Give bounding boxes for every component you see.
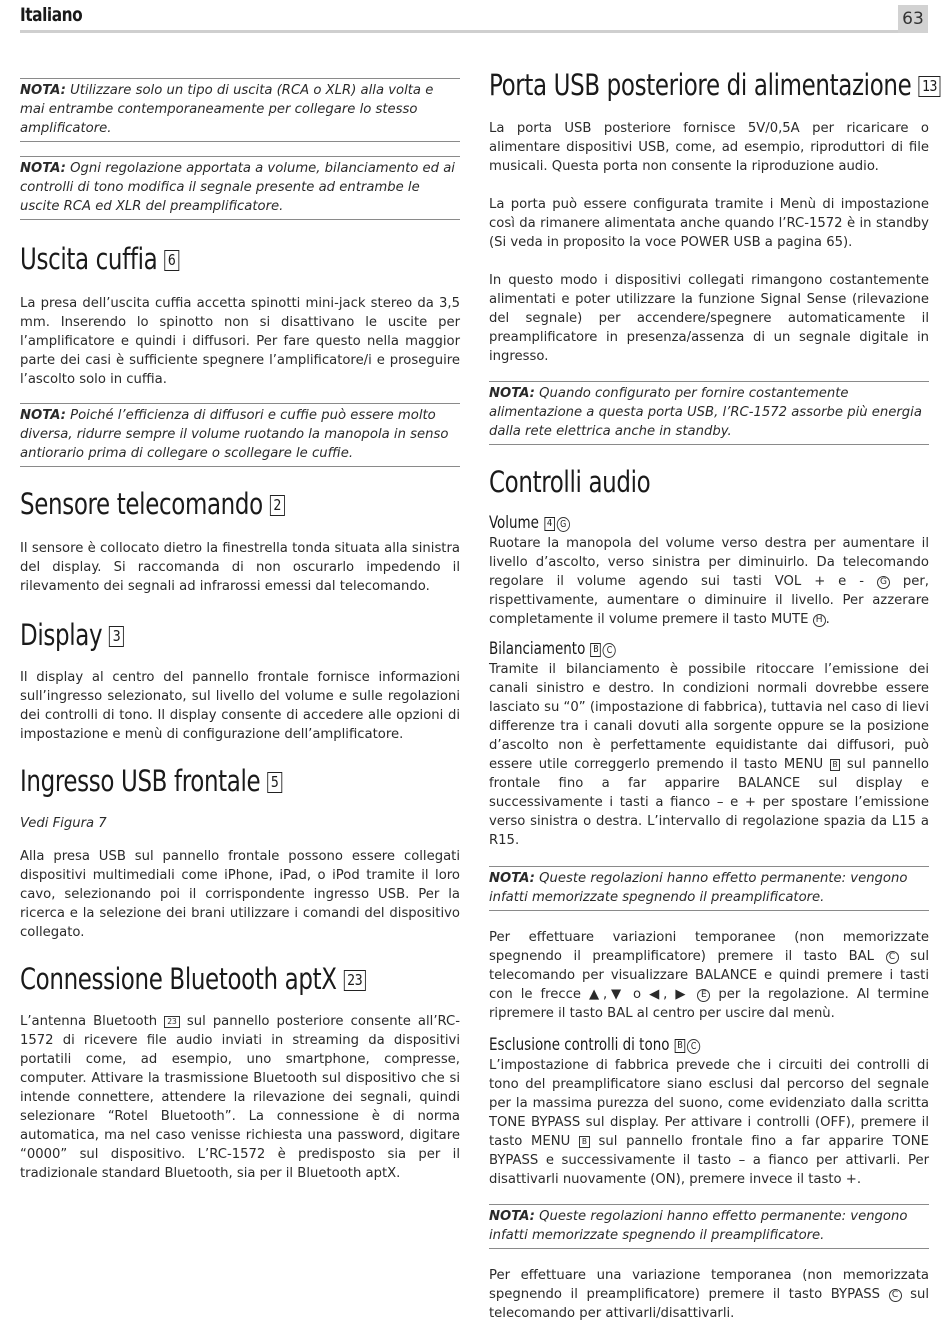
ref-letter-circle: G	[877, 576, 890, 589]
paragraph	[20, 1012, 460, 1183]
ref-letter-circle: C	[603, 643, 616, 658]
subsection-title-tone-bypass	[489, 1035, 876, 1055]
figure-reference: Vedi Figura 7	[20, 816, 107, 831]
language-label: Italiano	[20, 4, 83, 26]
note-label: NOTA:	[489, 386, 535, 401]
note-text: Poiché l’efficienza di diffusori e cuffie può essere molto diversa, ridurre sempre il volume ruotando la manopola in senso antiorario prima di collegare o scollegare le cuffie.	[20, 408, 449, 461]
text-run: Per effettuare variazioni temporanee (non memorizzate spegnendo il preamplificatore) premere il tasto BAL	[489, 930, 929, 964]
section-title-text: Sensore telecomando	[20, 487, 263, 521]
ref-number-inline: B	[579, 1136, 590, 1148]
page-header	[20, 0, 928, 34]
paragraph	[489, 1056, 929, 1189]
ref-letter-circle: E	[697, 989, 710, 1002]
paragraph	[489, 534, 929, 629]
text-run: per la regolazione. Al termine ripremere il tasto BAL al centro per uscire dal menù.	[489, 987, 929, 1021]
ref-number-inline: B	[830, 759, 841, 771]
left-column	[20, 76, 460, 1183]
paragraph: In questo modo i dispositivi collegati rimangono costantemente alimentati e poter utilizzare la funzione Signal Sense (rilevazione del segnale) per accendere/spegnere automaticamente il preamplificatore in presenza/assenza di un segnale digitale in ingresso.	[489, 273, 929, 364]
ref-letter-circle: C	[889, 1289, 902, 1302]
note-balance-permanent	[489, 866, 929, 911]
ref-number-box: B	[591, 643, 602, 657]
subsection-title-volume	[489, 513, 876, 533]
text-run: sul pannello frontale fino a far apparire TONE BYPASS e successivamente il tasto – a fianco per attivarli. Per disattivarli nuovamente (ON), premere invece il tasto +.	[489, 1134, 929, 1187]
ref-number-inline: 23	[164, 1016, 180, 1028]
section-title-text: Connessione Bluetooth aptX	[20, 962, 337, 996]
subsection-title-text: Bilanciamento	[489, 639, 586, 659]
section-title-headphones	[20, 242, 407, 276]
paragraph	[489, 660, 929, 850]
text-run: Tramite il bilanciamento è possibile ritoccare l’emissione dei canali sinistro e destro. In condizioni normali dovrebbe essere lasciato su “0” (impostazione di fabbrica), tuttavia nel caso di lievi differenze tra i canali dovuti alla sorgente oppure se la posizione d’ascolto non è perfettamente equidistante dai diffusori, può essere utile correggerlo premendo il tasto MENU	[489, 662, 929, 772]
subsection-title-text: Volume	[489, 513, 539, 533]
paragraph: Alla presa USB sul pannello frontale possono essere collegati dispositivi multimediali come iPhone, iPad, o iPod tramite il loro cavo, selezionando poi il corrispondente ingresso USB. Per la ricerca e la selezione dei brani utilizzare i comandi del dispositivo collegato.	[20, 849, 460, 940]
ref-number-box: B	[675, 1039, 686, 1053]
paragraph: La porta USB posteriore fornisce 5V/0,5A per ricaricare o alimentare dispositivi USB, come, ad esempio, riproduttori di file musicali. Questa porta non consente la riproduzione audio.	[489, 121, 929, 174]
section-title-bluetooth	[20, 962, 407, 996]
section-title-text: Porta USB posteriore di alimentazione	[489, 68, 912, 102]
text-run: sul pannello frontale fino a far apparire BALANCE sul display e successivamente i tasti a fianco – e + per spostare l’emissione verso sinistra o destra. L’intervallo di regolazione spazia da L15 a R15.	[489, 757, 929, 848]
header-rule	[20, 30, 898, 33]
text-run: Per effettuare una variazione temporanea (non memorizzata spegnendo il preamplificatore) premere il tasto BYPASS	[489, 1268, 929, 1302]
paragraph: La presa dell’uscita cuffia accetta spinotti mini-jack stereo da 3,5 mm. Inserendo lo spinotto non si disattivano le uscite per l’amplificatore e quindi i diffusori. Per fare questo nella maggior parte dei casi è sufficiente spegnere l’amplificatore/i e proseguire l’ascolto solo in cuffia.	[20, 296, 460, 387]
note-label: NOTA:	[489, 1209, 535, 1224]
paragraph	[489, 1266, 929, 1323]
ref-letter-circle: C	[886, 951, 899, 964]
note-regulation	[20, 156, 460, 220]
ref-number-box: 4	[544, 517, 555, 531]
ref-number-box: 5	[267, 772, 282, 793]
section-title-front-usb	[20, 764, 407, 798]
note-output-type	[20, 78, 460, 142]
paragraph: Il sensore è collocato dietro la finestrella tonda situata alla sinistra del display. Si raccomanda di non oscurarlo impedendo il rilevamento dei segnali ad infrarossi emessi dal telecomando.	[20, 541, 460, 594]
ref-number-box: 23	[344, 970, 366, 991]
text-run: L’impostazione di fabbrica prevede che i circuiti dei controlli di tono del preamplificatore siano esclusi dal percorso del segnale per la massima purezza del suono, come evidenziato dalla scritta TONE BYPASS sul display. Per attivare i controlli (OFF), premere il tasto MENU	[489, 1058, 929, 1149]
ref-number-box: 13	[918, 76, 940, 97]
ref-number-box: 3	[109, 626, 124, 647]
ref-number-box: 2	[270, 495, 285, 516]
note-text: Quando configurato per fornire costantemente alimentazione a questa porta USB, l’RC-1572 assorbe più energia dalla rete elettrica anche in standby.	[489, 386, 922, 439]
ref-number-box: 6	[164, 250, 179, 271]
text-run: sul telecomando per attivarli/disattivarli.	[489, 1287, 929, 1321]
subsection-title-balance	[489, 639, 876, 659]
note-usb-power	[489, 381, 929, 445]
text-run: Ruotare la manopola del volume verso destra per aumentare il livello d’ascolto, verso sinistra per diminuirlo. Da telecomando regolare il volume agendo sui tasti VOL + e -	[489, 536, 929, 589]
text-run: sul telecomando per visualizzare BALANCE e quindi premere i tasti con le frecce ▲,▼ o ◀, ▶	[489, 949, 929, 1002]
note-text: Utilizzare solo un tipo di uscita (RCA o XLR) alla volta e mai entrambe contemporaneamente per collegare lo stesso amplificatore.	[20, 83, 434, 136]
paragraph	[489, 928, 929, 1023]
right-column	[489, 68, 938, 1323]
section-title-text: Controlli audio	[489, 465, 651, 499]
note-label: NOTA:	[20, 161, 66, 176]
note-label: NOTA:	[20, 408, 66, 423]
paragraph: La porta può essere configurata tramite i Menù di impostazione così da rimanere alimentata anche quando l’RC-1572 è in standby (Si veda in proposito la voce POWER USB a pagina 65).	[489, 197, 929, 250]
section-title-text: Display	[20, 618, 103, 652]
ref-letter-circle: C	[687, 1039, 700, 1054]
ref-letter-circle: H	[813, 614, 826, 627]
note-label: NOTA:	[489, 871, 535, 886]
note-text: Ogni regolazione apportata a volume, bilanciamento ed ai controlli di tono modifica il segnale presente ad entrambe le uscite RCA ed XLR del preamplificatore.	[20, 161, 455, 214]
note-text: Queste regolazioni hanno effetto permanente: vengono infatti memorizzate spegnendo il preamplificatore.	[489, 1209, 908, 1243]
note-tone-permanent	[489, 1204, 929, 1249]
section-title-remote-sensor	[20, 487, 407, 521]
section-title-audio-controls	[489, 465, 876, 499]
text-run: L’antenna Bluetooth	[20, 1014, 165, 1029]
section-title-rear-usb	[489, 68, 938, 102]
subsection-title-text: Esclusione controlli di tono	[489, 1035, 670, 1055]
section-title-display	[20, 618, 407, 652]
note-label: NOTA:	[20, 83, 66, 98]
ref-letter-circle: G	[557, 517, 570, 532]
section-title-text: Ingresso USB frontale	[20, 764, 261, 798]
text-run: .	[825, 612, 830, 627]
paragraph: Il display al centro del pannello frontale fornisce informazioni sull’ingresso selezionato, sul livello del volume e sulle regolazioni dei controlli di tono. Il display consente di accedere alle opzioni di impostazione e menù di configurazione dell’amplificatore.	[20, 670, 460, 742]
note-headphone-volume	[20, 403, 460, 467]
page-number: 63	[898, 5, 928, 33]
text-run: sul pannello posteriore consente all’RC-1572 di ricevere file audio inviati in streaming da dispositivi portatili come, ad esempio, uno smartphone, compresse, computer. Attivare la trasmissione Bluetooth sul dispositivo che si intende connettere, attendere la rilevazione dei segnali, quindi selezionare “Rotel Bluetooth”. La connessione è di norma automatica, ma nel caso venisse richiesta una password, digitare “0000” sul dispositivo. L’RC-1572 è predisposto sia per il tradizionale standard Bluetooth, sia per il Bluetooth aptX.	[20, 1014, 461, 1181]
section-title-text: Uscita cuffia	[20, 242, 158, 276]
note-text: Queste regolazioni hanno effetto permanente: vengono infatti memorizzate spegnendo il preamplificatore.	[489, 871, 908, 905]
text-run: per, rispettivamente, aumentare o diminuire il livello. Per azzerare completamente il volume premere il tasto MUTE	[489, 574, 929, 627]
